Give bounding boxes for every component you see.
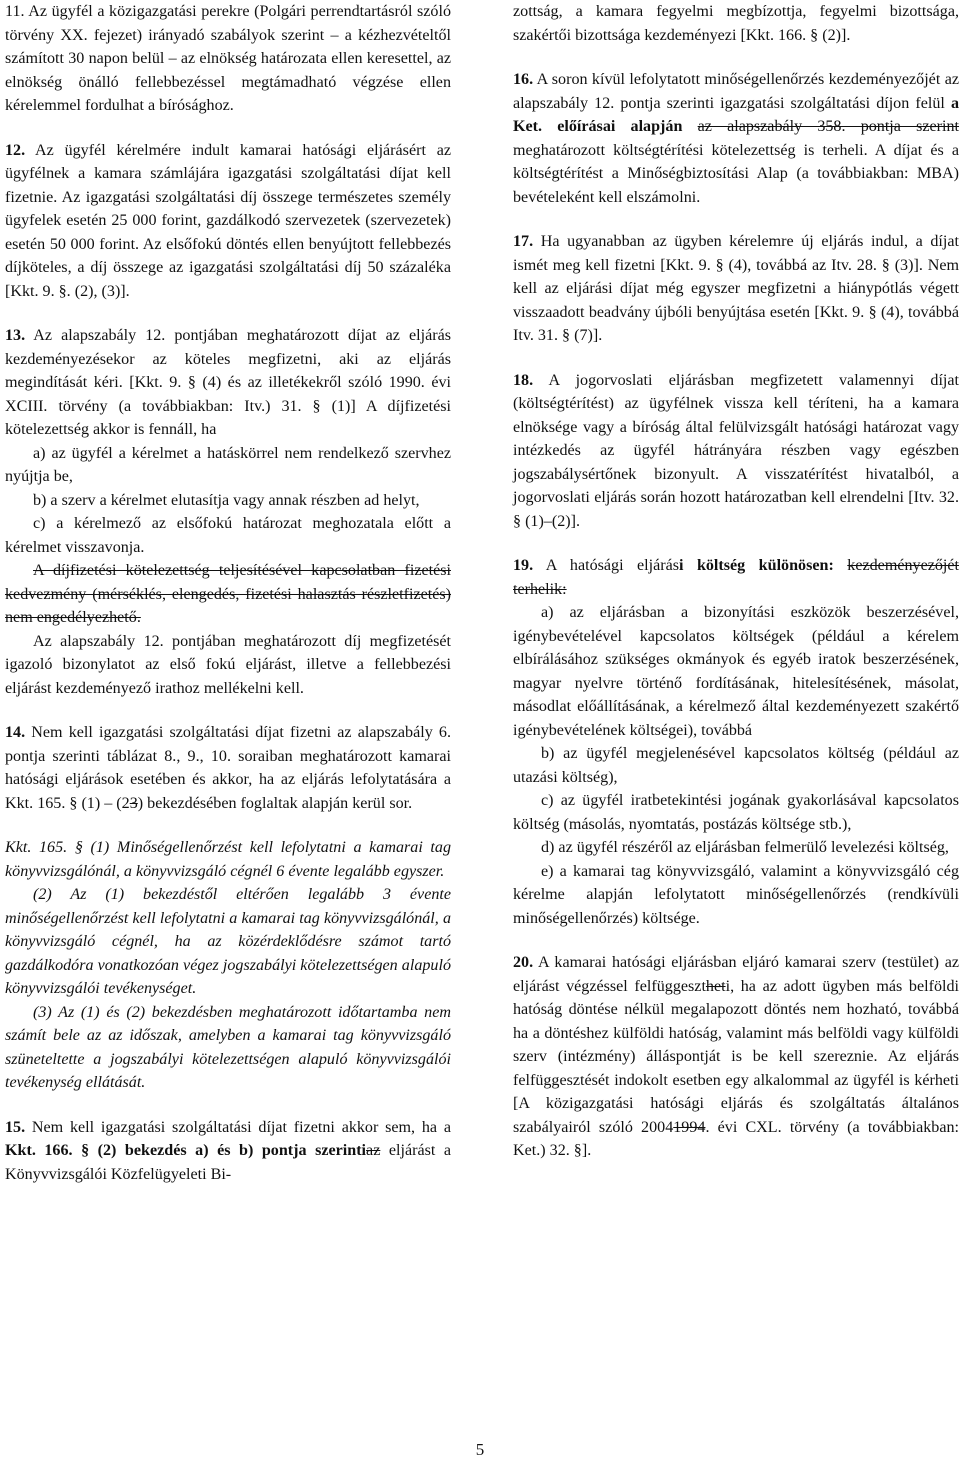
kkt-quote-3: (3) Az (1) és (2) bekezdésben meghatározott időtartamba nem számít bele az az időszak, amelyben a kamarai tag könyvvizsgáló szüneteltette a jogszabályi kötelezettségen alapuló könyvvizsgálói tevékenység ellátását. bbox=[5, 1003, 451, 1091]
paragraph-18: 18. A jogorvoslati eljárásban megfizetett valamennyi díjat (költségtérítést) az ügyfélnek vissza kell téríteni, ha a kamara elnöksége vagy a bíróság által felülvizsgált hatósági határozat vagy intézkedés az ügyfél hátrányára részben vagy egészben jogszabálysértőnek bizonyult. A visszatérítést hivatalból, a jogorvoslati eljárás során hozott határozatban kell elrendelni [Itv. 32. § (1)–(2)]. bbox=[513, 371, 959, 530]
paragraph-number: 14. bbox=[5, 724, 26, 741]
list-item-c: c) az ügyfél iratbetekintési jogának gyakorlásával kapcsolatos költség (másolás, nyomtatás, postázás költsége stb.), bbox=[513, 792, 959, 833]
paragraph-11: 11. Az ügyfél a közigazgatási perekre (Polgári perrendtartásról szóló törvény XX. fejezet) irányadó szabályok szerint – a kézhezvételtől számított 30 napon belül – az elnökség határozata ellen keresettel, az elnökség önálló fellebbezéssel megtámadható végzése ellen kérelemmel fordulhat a bírósághoz. bbox=[5, 3, 451, 114]
struck-paragraph: A díjfizetési kötelezettség teljesítésével kapcsolatban fizetési kedvezmény (mérséklés, elengedés, fizetési halasztás részletfizetés) nem engedélyezhető. bbox=[5, 562, 451, 626]
list-item-c: c) a kérelmező az elsőfokú határozat meghozatala előtt a kérelmet visszavonja. bbox=[5, 515, 451, 556]
left-column bbox=[5, 0, 451, 1186]
paragraph-15: 15. Nem kell igazgatási szolgáltatási díjat fizetni akkor sem, ha a Kkt. 166. § (2) bekezdés a) és b) pontja szerintiaz eljárást a Könyvvizsgálói Közfelügyeleti Bi- bbox=[5, 1118, 452, 1183]
paragraph-17: 17. Ha ugyanabban az ügyben kérelemre új eljárás indul, a díjat ismét meg kell fizetni [Kkt. 9. § (4), továbbá az Itv. 28. § (3)]. Nem kell az eljárási díjat még egyszer megfizetni a hiánypótlás végett visszaadott beadvány újbóli benyújtása esetén [Kkt. 9. § (4), továbbá Itv. 31. § (7)]. bbox=[513, 233, 959, 344]
paragraph-number: 20. bbox=[513, 954, 534, 971]
paragraph-number: 13. bbox=[5, 327, 26, 344]
paragraph-number: 16. bbox=[513, 71, 534, 88]
paragraph-number: 12. bbox=[5, 141, 26, 159]
paragraph-20: 20. A kamarai hatósági eljárásban eljáró kamarai szerv (testület) az eljárást végzéssel felfüggesztheti, ha az adott ügyben más belföldi hatóság döntése nélkül megalapozott döntés nem hozható, továbbá ha a döntéshez külföldi hatóság, valamint más belföldi vagy külföldi szerv (intézmény) álláspontját is be kell szereznie. Az eljárás felfüggesztését indokolt esetben egy alkalommal az ügyfél is kérheti [A közigazgatási hatósági eljárás és szolgáltatás általános szabályairól szóló 20041994. évi CXL. törvény (a továbbiakban: Ket.) 32. §]. bbox=[513, 954, 959, 1159]
paragraph-13-tail: Az alapszabály 12. pontjában meghatározott díj megfizetését igazoló bizonylatot az első fokú eljárást, illetve a fellebbezési eljárást kezdeményező irathoz mellékelni kell. bbox=[5, 632, 451, 697]
right-column bbox=[513, 0, 959, 1163]
paragraph-number: 19. bbox=[513, 557, 534, 574]
paragraph-14: 14. Nem kell igazgatási szolgáltatási díjat fizetni az alapszabály 6. pontja szerinti táblázat 8., 9., 10. soraiban meghatározott kamarai hatósági eljárások esetében és akkor, ha az eljárás lefolytatására a Kkt. 165. § (1) – (23) bekezdésében foglaltak alapján kerül sor. bbox=[5, 724, 451, 812]
list-item-b: b) az ügyfél megjelenésével kapcsolatos költség (például az utazási költség), bbox=[513, 745, 959, 786]
paragraph-number: 17. bbox=[513, 233, 534, 250]
paragraph-12: 12. Az ügyfél kérelmére indult kamarai hatósági eljárásért az ügyfélnek a kamara számlájára igazgatási szolgáltatási díjat kell fizetnie. Az igazgatási szolgáltatási díj összege természetes személy ügyfelek esetén 25 000 forint, gazdálkodó szervezetek (szervezetek) esetén 50 000 forint. Az elsőfokú döntés ellen benyújtott fellebbezés díjköteles, a díj összege az igazgatási szolgáltatási díj 50 százaléka [Kkt. 9. §. (2), (3)]. bbox=[5, 141, 451, 300]
paragraph-16: 16. A soron kívül lefolytatott minőségellenőrzés kezdeményezőjét az alapszabály 12. pontja szerinti igazgatási szolgáltatási díjon felül a Ket. előírásai alapján az alapszabály 358. pontja szerint meghatározott költségtérítési kötelezettség is terheli. A díjat és a költségtérítést a Minőségbiztosítási Alap (a továbbiakban: MBA) bevételeként kell elszámolni. bbox=[513, 71, 960, 206]
page-number: 5 bbox=[475, 1440, 485, 1459]
kkt-quote-1: Kkt. 165. § (1) Minőségellenőrzést kell lefolytatni a kamarai tag könyvvizsgálónál, a könyvvizsgáló cégnél 6 évente legalább egyszer. bbox=[5, 839, 451, 880]
kkt-quote-2: (2) Az (1) bekezdéstől eltérően legalább 3 évente minőségellenőrzést kell lefolytatni a kamarai tag könyvvizsgálónál, a könyvvizsgáló cégnél, ha az közérdeklődésre számot tartó gazdálkodóra vonatkozóan végez jogszabályi kötelezettségen alapuló könyvvizsgálói tevékenységet. bbox=[5, 886, 451, 997]
list-item-e: e) a kamarai tag könyvvizsgáló, valamint a könyvvizsgáló cég kérelme alapján lefolytatott minőségellenőrzés (rendkívüli minőségellenőrzés) költsége. bbox=[513, 862, 959, 927]
paragraph-19: 19. A hatósági eljárási költség különösen: kezdeményezőjét terhelik: bbox=[513, 557, 959, 598]
paragraph-number: 15. bbox=[5, 1118, 26, 1136]
paragraph-13: 13. Az alapszabály 12. pontjában meghatározott díjat az eljárás kezdeményezésekor az köteles megfizetni, aki az eljárás megindítását kéri. [Kkt. 9. § (4) és az illetékekről szóló 1990. évi XCIII. törvény (a továbbiakban: Itv.) 31. § (1)] A díjfizetési kötelezettség akkor is fennáll, ha bbox=[5, 327, 451, 438]
list-item-d: d) az ügyfél részéről az eljárásban felmerülő levelezési költség, bbox=[541, 839, 949, 856]
list-item-a: a) az eljárásban a bizonyítási eszközök beszerzésével, igénybevételével kapcsolatos költségek (például a kérelem elbírálásához szükséges okmányok és egyéb iratok beszerzésének, magyar nyelvre történő fordításának, hitelesítésének, másolat, másodlat előállításának, a kérelmező által kezdeményezett szakértő igénybevételének költségei), továbbá bbox=[513, 604, 959, 739]
list-item-b: b) a szerv a kérelmet elutasítja vagy annak részben ad helyt, bbox=[33, 491, 420, 509]
paragraph-number: 18. bbox=[513, 371, 534, 389]
list-item-a: a) az ügyfél a kérelmet a hatáskörrel nem rendelkező szervhez nyújtja be, bbox=[5, 444, 451, 485]
paragraph-15-continuation: zottság, a kamara fegyelmi megbízottja, fegyelmi bizottsága, szakértői bizottsága kezdeményezi [Kkt. 166. § (2)]. bbox=[513, 3, 959, 44]
